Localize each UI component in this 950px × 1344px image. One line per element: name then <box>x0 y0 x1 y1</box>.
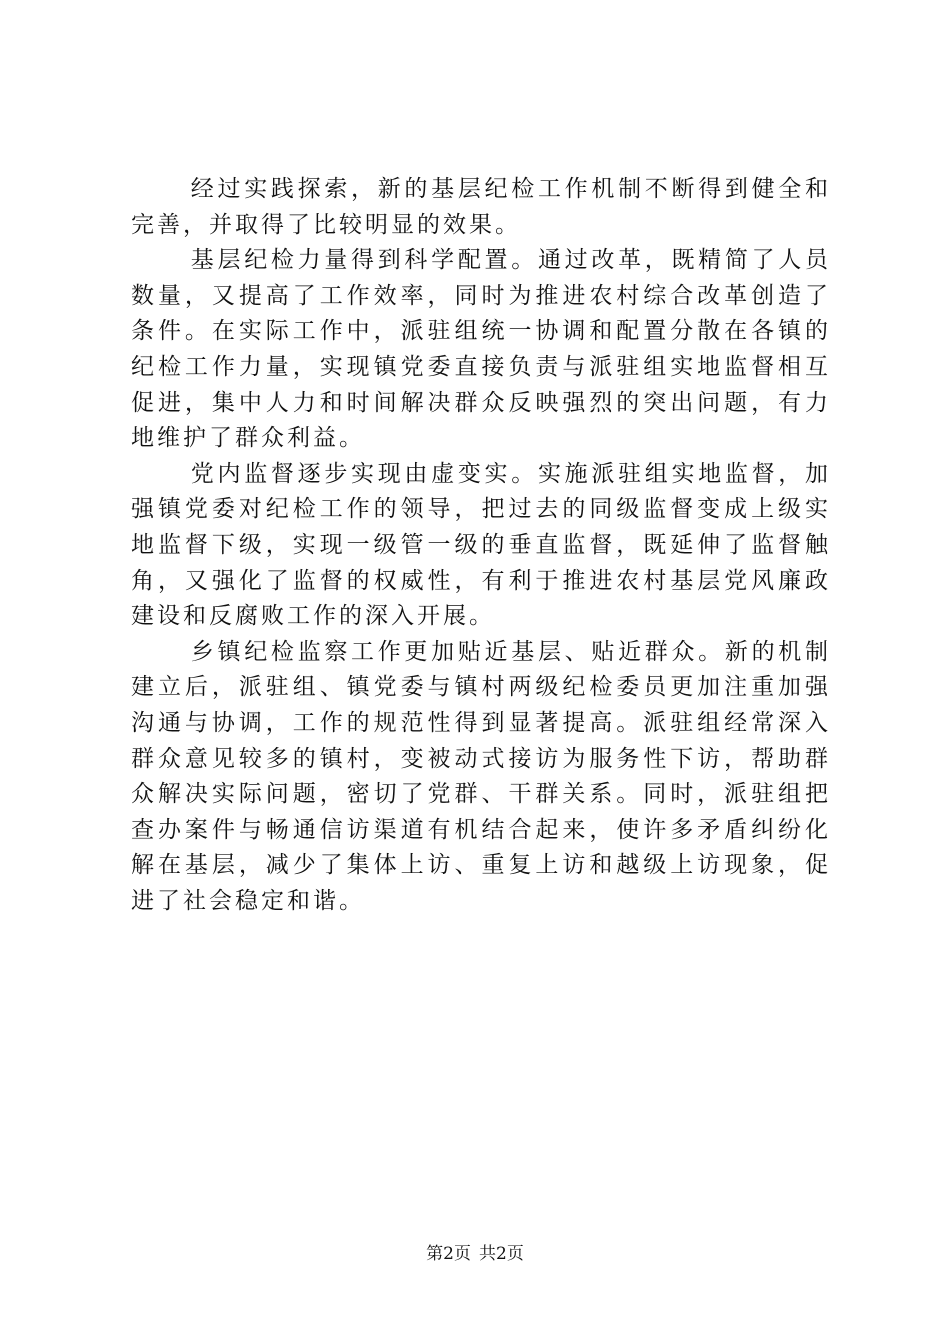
page-footer <box>0 1243 950 1265</box>
document-body <box>131 172 831 919</box>
page-number: 第2页 <box>426 1244 471 1264</box>
paragraph-intro: 经过实践探索，新的基层纪检工作机制不断得到健全和完善，并取得了比较明显的效果。 <box>131 176 831 238</box>
paragraph-supervision: 党内监督逐步实现由虚变实。实施派驻组实地监督，加强镇党委对纪检工作的领导，把过去的同级监督变成上级实地监督下级，实现一级管一级的垂直监督，既延伸了监督触角，又强化了监督的权威性，有利于推进农村基层党风廉政建设和反腐败工作的深入开展。 <box>131 460 831 630</box>
page-total: 共2页 <box>479 1244 524 1264</box>
paragraph-staffing: 基层纪检力量得到科学配置。通过改革，既精简了人员数量，又提高了工作效率，同时为推进农村综合改革创造了条件。在实际工作中，派驻组统一协调和配置分散在各镇的纪检工作力量，实现镇党委直接负责与派驻组实地监督相互促进，集中人力和时间解决群众反映强烈的突出问题，有力地维护了群众利益。 <box>131 247 831 452</box>
paragraph-grassroots: 乡镇纪检监察工作更加贴近基层、贴近群众。新的机制建立后，派驻组、镇党委与镇村两级纪检委员更加注重加强沟通与协调，工作的规范性得到显著提高。派驻组经常深入群众意见较多的镇村，变被动式接访为服务性下访，帮助群众解决实际问题，密切了党群、干群关系。同时，派驻组把查办案件与畅通信访渠道有机结合起来，使许多矛盾纠纷化解在基层，减少了集体上访、重复上访和越级上访现象，促进了社会稳定和谐。 <box>131 638 831 914</box>
